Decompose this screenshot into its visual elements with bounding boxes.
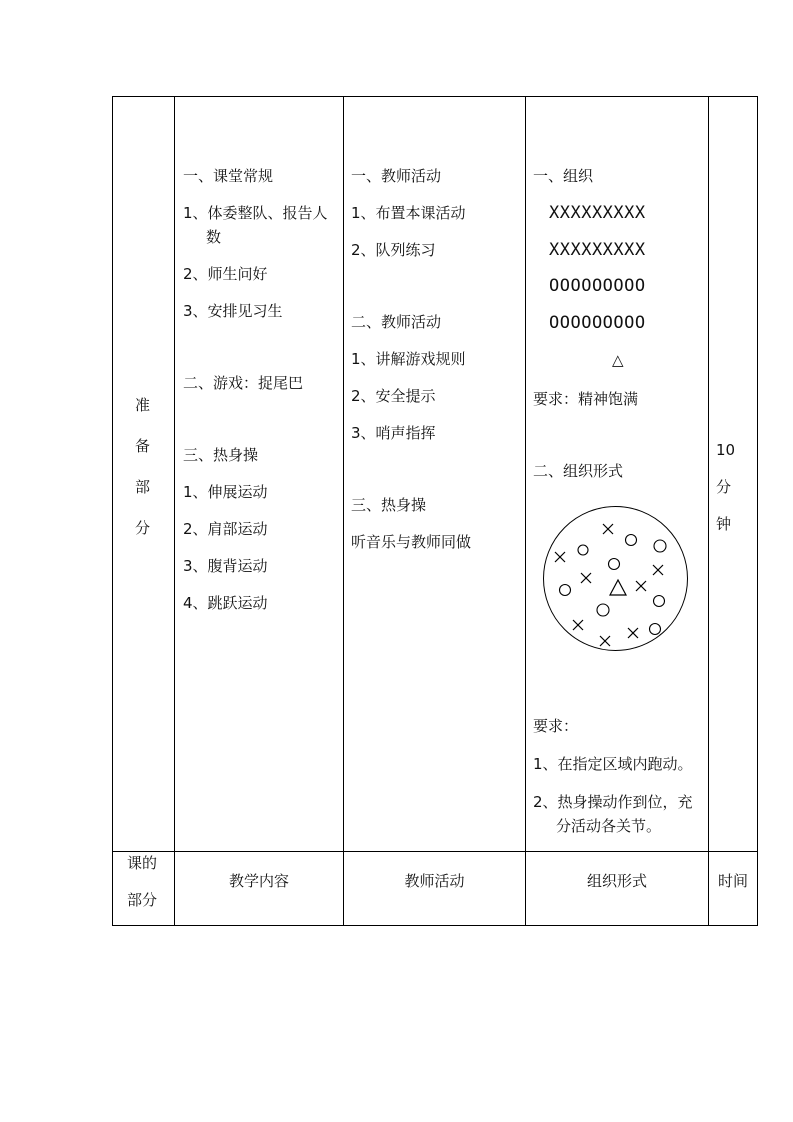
teacher-position-mark: △ bbox=[612, 351, 624, 369]
requirement-item: 1、在指定区域内跑动。 bbox=[533, 755, 693, 773]
content-item: 2、师生问好 bbox=[183, 265, 268, 283]
formation-row: XXXXXXXXX bbox=[549, 203, 646, 223]
teacher-item: 1、讲解游戏规则 bbox=[351, 350, 466, 368]
student-circle bbox=[650, 624, 661, 635]
cross-marks bbox=[555, 524, 663, 646]
content-item: 1、体委整队、报告人 bbox=[183, 204, 328, 222]
teacher-heading: 一、教师活动 bbox=[351, 167, 442, 185]
teacher-item: 1、布置本课活动 bbox=[351, 204, 466, 222]
circle-marks bbox=[560, 535, 667, 635]
student-circle bbox=[609, 559, 620, 570]
student-circle bbox=[654, 540, 666, 552]
content-item: 3、腹背运动 bbox=[183, 557, 268, 575]
organization-heading: 二、组织形式 bbox=[533, 462, 624, 480]
time-unit-char: 分 bbox=[716, 478, 732, 496]
header-teacher-activity: 教师活动 bbox=[404, 872, 465, 890]
content-item: 3、安排见习生 bbox=[183, 302, 283, 320]
header-part-label: 课的 bbox=[127, 854, 158, 872]
formation-row: OOOOOOOOO bbox=[549, 313, 646, 333]
header-teaching-content: 教学内容 bbox=[228, 872, 289, 890]
section-name-char: 准 bbox=[135, 396, 151, 414]
header-time: 时间 bbox=[717, 872, 748, 890]
content-item: 2、肩部运动 bbox=[183, 520, 268, 538]
teacher-triangle bbox=[610, 580, 626, 595]
teacher-item: 3、哨声指挥 bbox=[351, 424, 436, 442]
teacher-item: 2、队列练习 bbox=[351, 241, 436, 259]
teacher-item: 2、安全提示 bbox=[351, 387, 436, 405]
teacher-heading: 二、教师活动 bbox=[351, 313, 442, 331]
content-item: 1、伸展运动 bbox=[183, 483, 268, 501]
requirement-item: 2、热身操动作到位，充 bbox=[533, 793, 693, 811]
student-circle bbox=[654, 596, 665, 607]
student-circle bbox=[578, 545, 588, 555]
header-organization-form: 组织形式 bbox=[586, 872, 647, 890]
section-name-char: 备 bbox=[135, 437, 151, 455]
formation-row: OOOOOOOOO bbox=[549, 276, 646, 296]
formation-row: XXXXXXXXX bbox=[549, 240, 646, 260]
time-unit-char: 钟 bbox=[716, 515, 732, 533]
teacher-heading: 三、热身操 bbox=[351, 496, 427, 514]
time-value: 10 bbox=[716, 441, 736, 459]
content-heading-game: 二、游戏：捉尾巴 bbox=[183, 374, 304, 392]
section-name-char: 分 bbox=[135, 519, 151, 537]
requirement-text: 要求： bbox=[533, 717, 579, 735]
content-heading-warmup: 三、热身操 bbox=[183, 446, 259, 464]
student-circle bbox=[597, 604, 609, 616]
organization-heading: 一、组织 bbox=[533, 167, 594, 185]
content-heading-routine: 一、课堂常规 bbox=[183, 167, 274, 185]
content-item: 4、跳跃运动 bbox=[183, 594, 268, 612]
student-circle bbox=[626, 535, 637, 546]
section-name-char: 部 bbox=[135, 478, 151, 496]
content-item: 数 bbox=[206, 228, 222, 246]
student-circle bbox=[560, 585, 571, 596]
requirement-item: 分活动各关节。 bbox=[556, 817, 662, 835]
requirement-text: 要求：精神饱满 bbox=[533, 390, 639, 408]
teacher-item: 听音乐与教师同做 bbox=[351, 533, 472, 551]
header-part-label: 部分 bbox=[127, 891, 158, 909]
